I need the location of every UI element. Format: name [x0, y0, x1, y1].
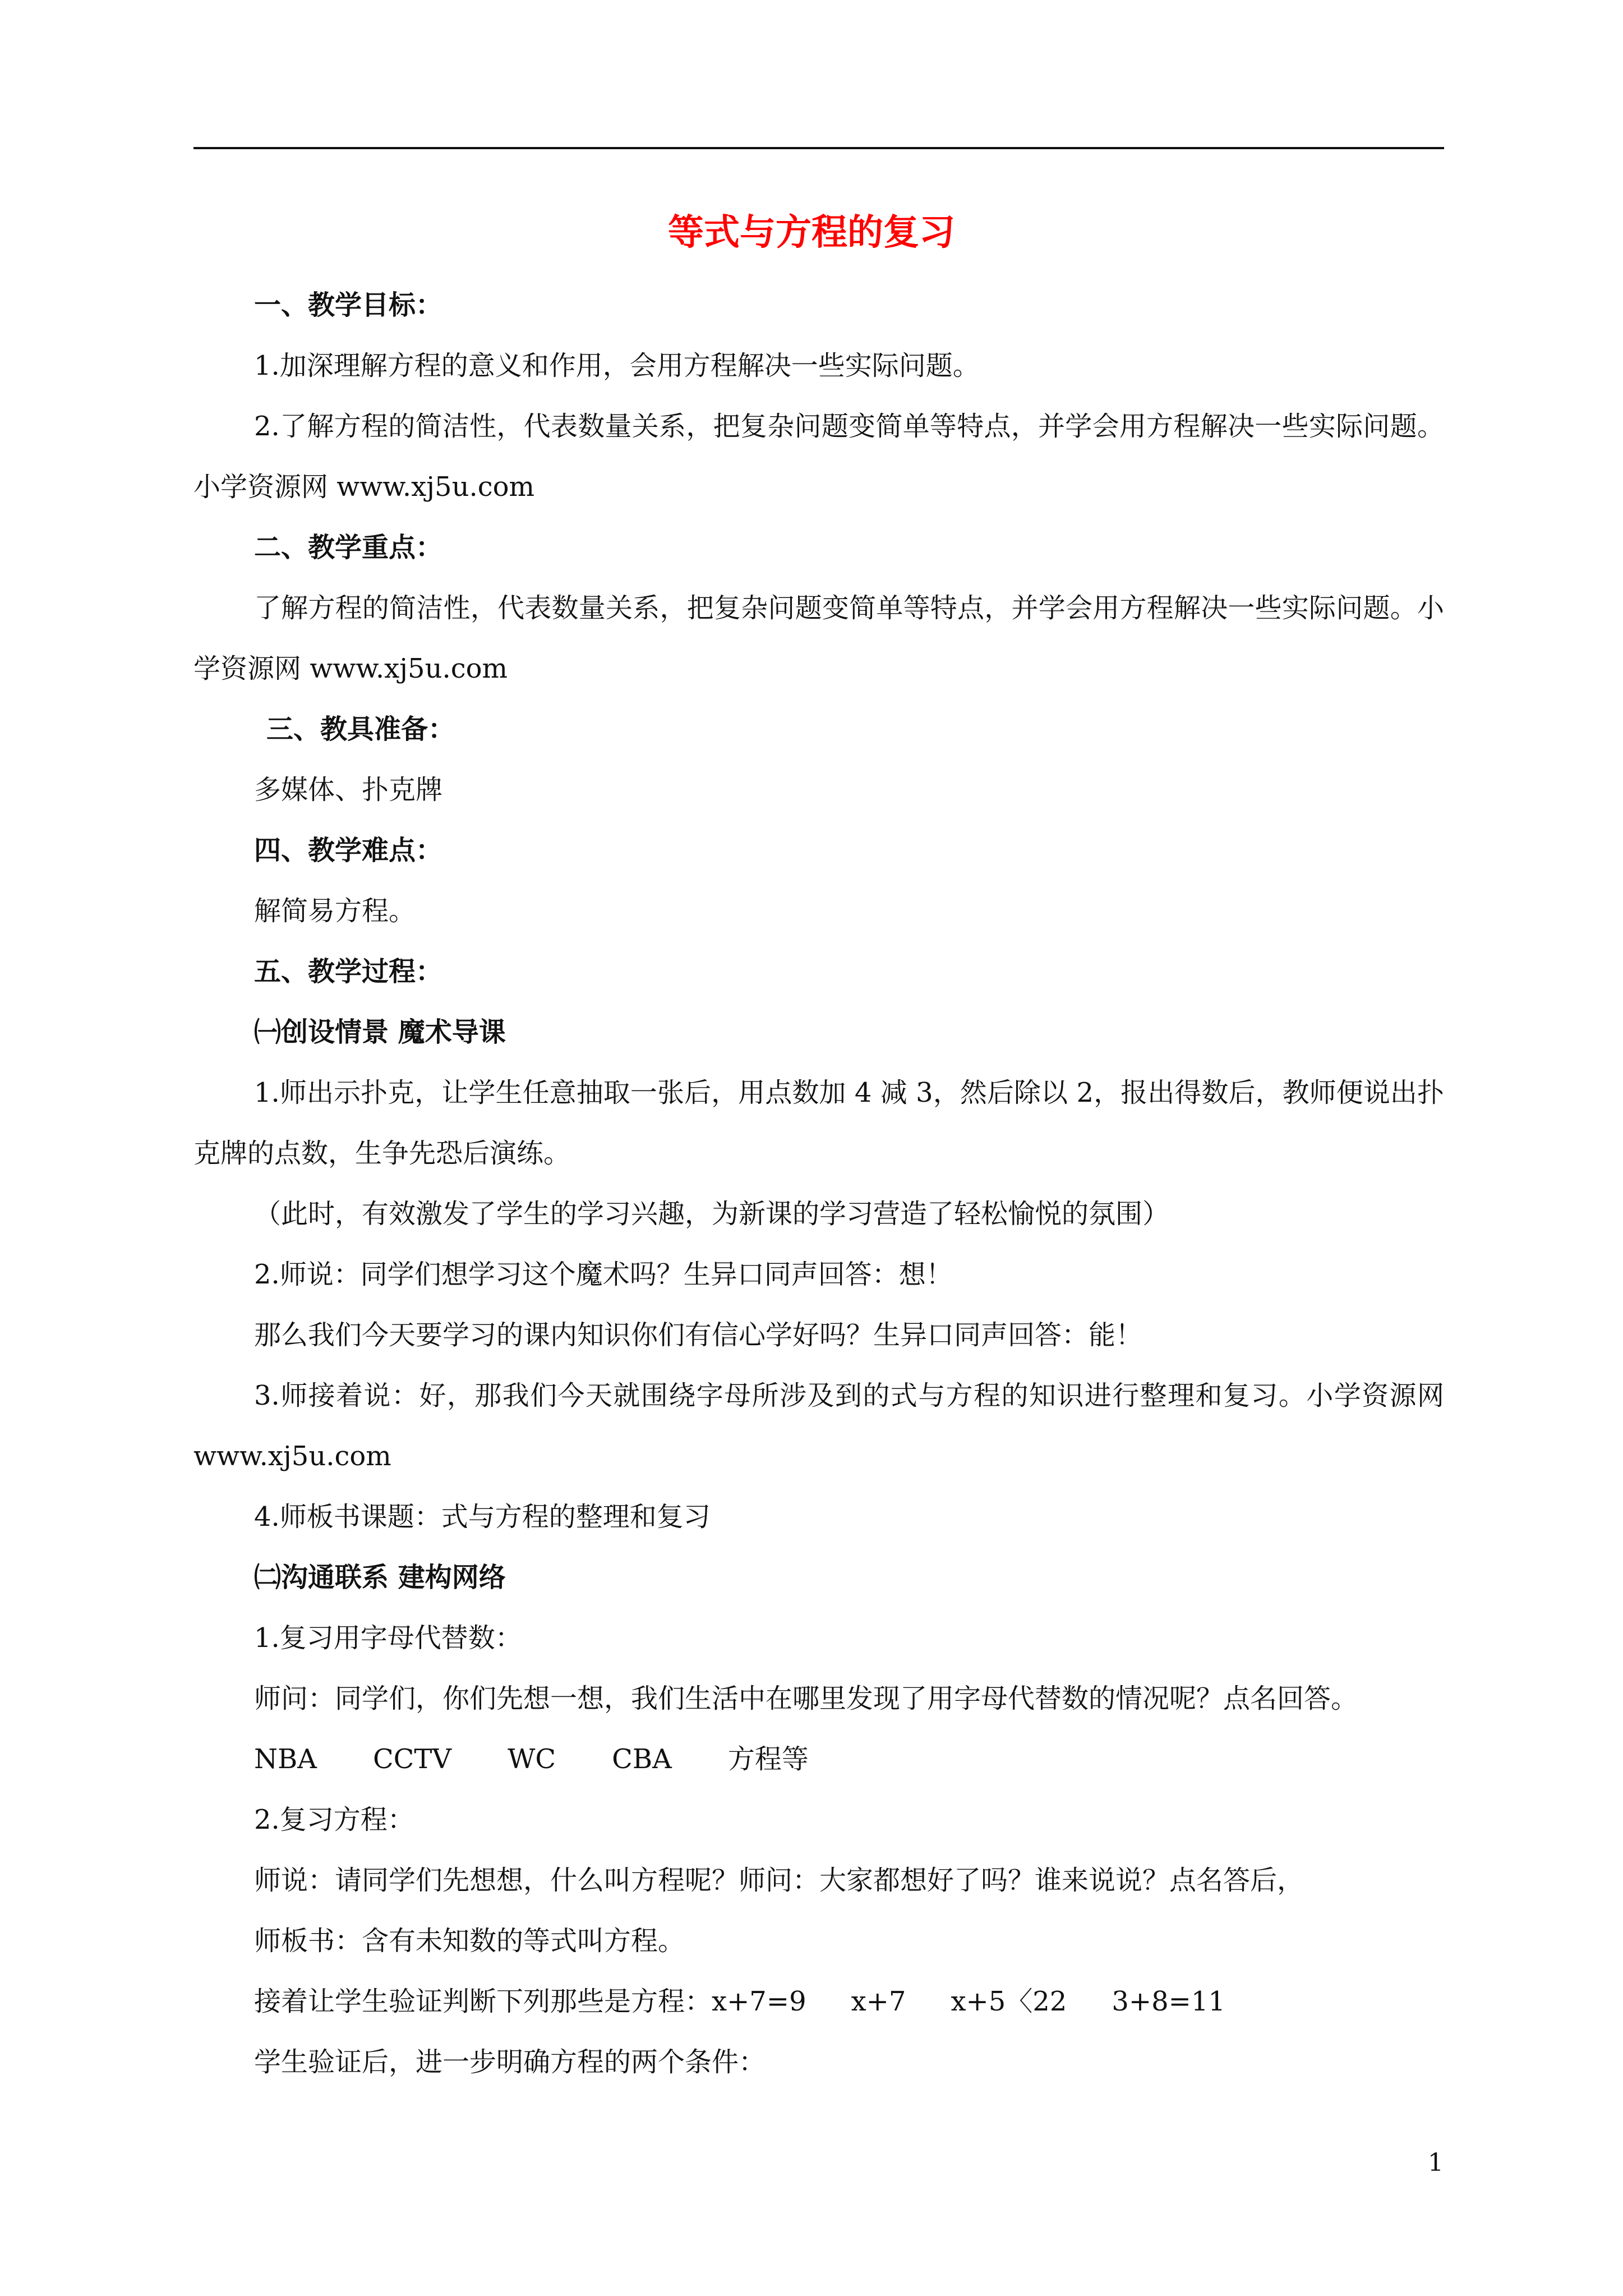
equation-item: x+5〈22	[951, 1986, 1067, 2017]
process-step-3: 3.师接着说：好，那我们今天就围绕字母所涉及到的式与方程的知识进行整理和复习。小学资源网 www.xj5u.com	[193, 1380, 1444, 1472]
equations-row	[193, 1971, 1444, 2032]
example-item: CBA	[612, 1743, 672, 1775]
process-note: （此时，有效激发了学生的学习兴趣，为新课的学习营造了轻松愉悦的氛围）	[254, 1198, 1170, 1230]
document-body	[193, 275, 1444, 2092]
page-number: 1	[1428, 2148, 1444, 2177]
subsection-heading-2: ㈡沟通联系 建构网络	[254, 1562, 506, 1593]
example-item: NBA	[254, 1743, 317, 1775]
review-question: 师问：同学们，你们先想一想，我们生活中在哪里发现了用字母代替数的情况呢？点名回答。	[254, 1683, 1358, 1714]
subsection-heading-1: ㈠创设情景 魔术导课	[254, 1016, 506, 1048]
equation-item: x+7=9	[712, 1986, 806, 2017]
objective-1: 1.加深理解方程的意义和作用，会用方程解决一些实际问题。	[254, 350, 980, 381]
examples-row	[193, 1729, 1444, 1789]
objective-2: 2.了解方程的简洁性，代表数量关系，把复杂问题变简单等特点，并学会用方程解决一些实际问题。小学资源网 www.xj5u.com	[193, 411, 1444, 503]
section-heading-materials: 三、教具准备：	[266, 714, 455, 745]
board-definition: 师板书：含有未知数的等式叫方程。	[254, 1925, 685, 1957]
example-item: 方程等	[727, 1743, 809, 1775]
review-dialogue: 师说：请同学们先想想，什么叫方程呢？师问：大家都想好了吗？谁来说说？点名答后，	[254, 1865, 1304, 1896]
verification-text: 学生验证后，进一步明确方程的两个条件：	[254, 2046, 766, 2078]
process-step-4: 4.师板书课题：式与方程的整理和复习	[254, 1501, 711, 1533]
section-heading-objectives: 一、教学目标：	[254, 289, 443, 321]
example-item: CCTV	[372, 1743, 452, 1775]
document-title: 等式与方程的复习	[668, 211, 955, 254]
process-step-1: 1.师出示扑克，让学生任意抽取一张后，用点数加 4 减 3，然后除以 2，报出得数后，教师便说出扑克牌的点数，生争先恐后演练。	[193, 1077, 1444, 1169]
key-points-text: 了解方程的简洁性，代表数量关系，把复杂问题变简单等特点，并学会用方程解决一些实际问题。小学资源网 www.xj5u.com	[193, 592, 1444, 684]
equation-item: 3+8=11	[1112, 1986, 1225, 2017]
difficulties-text: 解简易方程。	[254, 895, 416, 927]
section-heading-difficulties: 四、教学难点：	[254, 835, 443, 866]
example-item: WC	[508, 1743, 556, 1775]
section-heading-process: 五、教学过程：	[254, 956, 443, 987]
review-step-2: 2.复习方程：	[254, 1804, 414, 1835]
header-rule	[193, 147, 1444, 149]
equations-prefix: 接着让学生验证判断下列那些是方程：	[254, 1986, 712, 2017]
process-step-2b: 那么我们今天要学习的课内知识你们有信心学好吗？生异口同声回答：能！	[254, 1319, 1143, 1351]
review-step-1: 1.复习用字母代替数：	[254, 1622, 522, 1654]
equation-item: x+7	[851, 1986, 906, 2017]
section-heading-key-points: 二、教学重点：	[254, 532, 443, 563]
process-step-2: 2.师说：同学们想学习这个魔术吗？生异口同声回答：想！	[254, 1259, 953, 1290]
materials-text: 多媒体、扑克牌	[254, 774, 443, 806]
